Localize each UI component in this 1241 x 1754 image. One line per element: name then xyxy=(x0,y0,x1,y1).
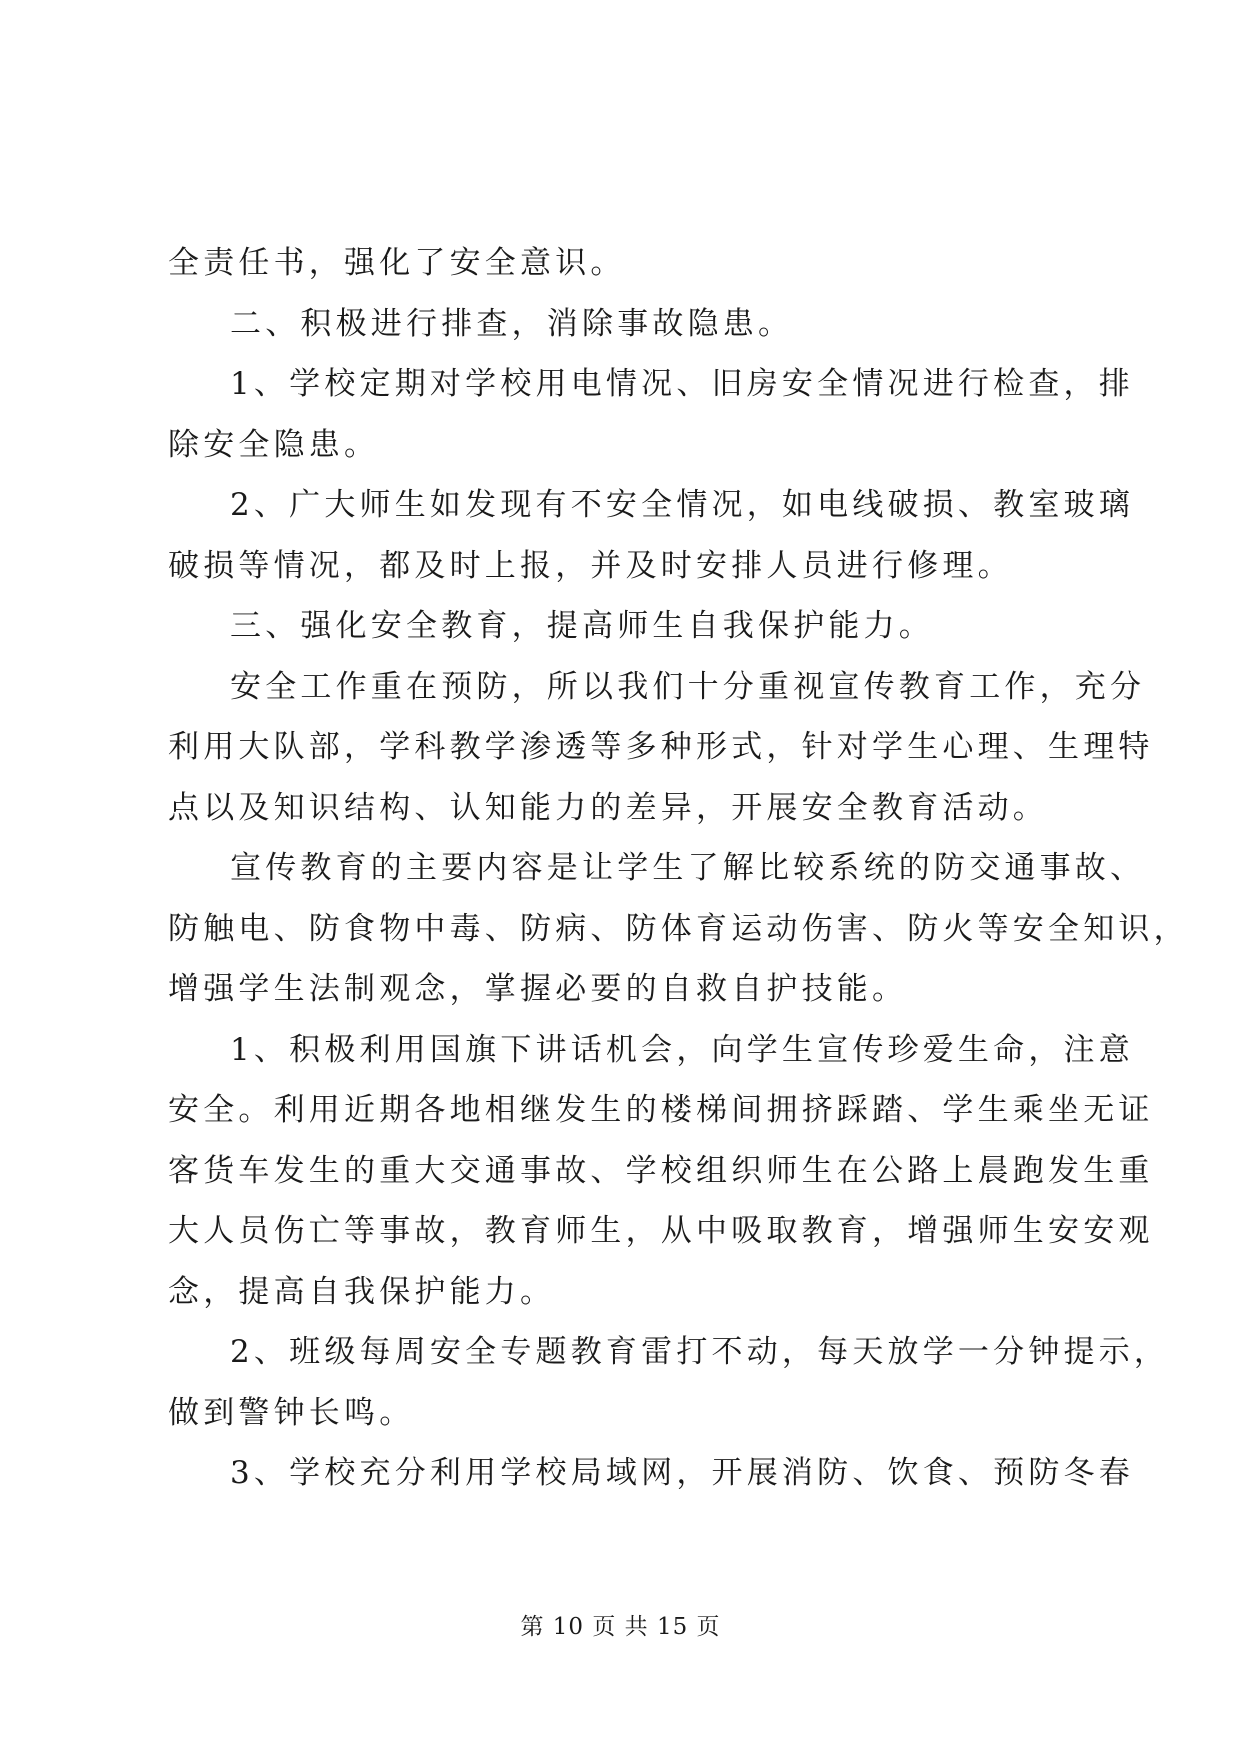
page-number-footer: 第 10 页 共 15 页 xyxy=(520,1614,721,1640)
text-line: 1、学校定期对学校用电情况、旧房安全情况进行检查，排 xyxy=(230,366,1134,402)
text-line: 点以及知识结构、认知能力的差异，开展安全教育活动。 xyxy=(168,789,1048,826)
text-line: 念，提高自我保护能力。 xyxy=(168,1273,556,1310)
text-line: 1、积极利用国旗下讲话机会，向学生宣传珍爱生命，注意 xyxy=(230,1031,1134,1068)
text-line: 增强学生法制观念，掌握必要的自救自护技能。 xyxy=(168,971,908,1007)
text-line: 全责任书，强化了安全意识。 xyxy=(168,245,626,281)
text-line: 3、学校充分利用学校局域网，开展消防、饮食、预防冬春 xyxy=(230,1455,1134,1491)
body-text xyxy=(168,233,1189,1504)
text-line: 安全工作重在预防，所以我们十分重视宣传教育工作，充分 xyxy=(230,668,1146,705)
text-line: 大人员伤亡等事故，教育师生，从中吸取教育，增强师生安安观 xyxy=(168,1213,1154,1249)
text-line: 2、广大师生如发现有不安全情况，如电线破损、教室玻璃 xyxy=(230,487,1134,523)
text-line: 客货车发生的重大交通事故、学校组织师生在公路上晨跑发生重 xyxy=(168,1152,1154,1189)
text-line: 除安全隐患。 xyxy=(168,426,380,463)
section-heading: 二、积极进行排查，消除事故隐患。 xyxy=(230,305,794,342)
text-line: 2、班级每周安全专题教育雷打不动，每天放学一分钟提示， xyxy=(230,1334,1170,1370)
section-heading: 三、强化安全教育，提高师生自我保护能力。 xyxy=(230,608,934,644)
text-line: 做到警钟长鸣。 xyxy=(168,1394,415,1431)
text-line: 宣传教育的主要内容是让学生了解比较系统的防交通事故、 xyxy=(230,850,1146,886)
text-line: 防触电、防食物中毒、防病、防体育运动伤害、防火等安全知识， xyxy=(168,910,1189,947)
text-line: 破损等情况，都及时上报，并及时安排人员进行修理。 xyxy=(168,547,1013,584)
text-line: 安全。利用近期各地相继发生的楼梯间拥挤踩踏、学生乘坐无证 xyxy=(168,1092,1154,1128)
text-line: 利用大队部，学科教学渗透等多种形式，针对学生心理、生理特 xyxy=(168,729,1154,765)
